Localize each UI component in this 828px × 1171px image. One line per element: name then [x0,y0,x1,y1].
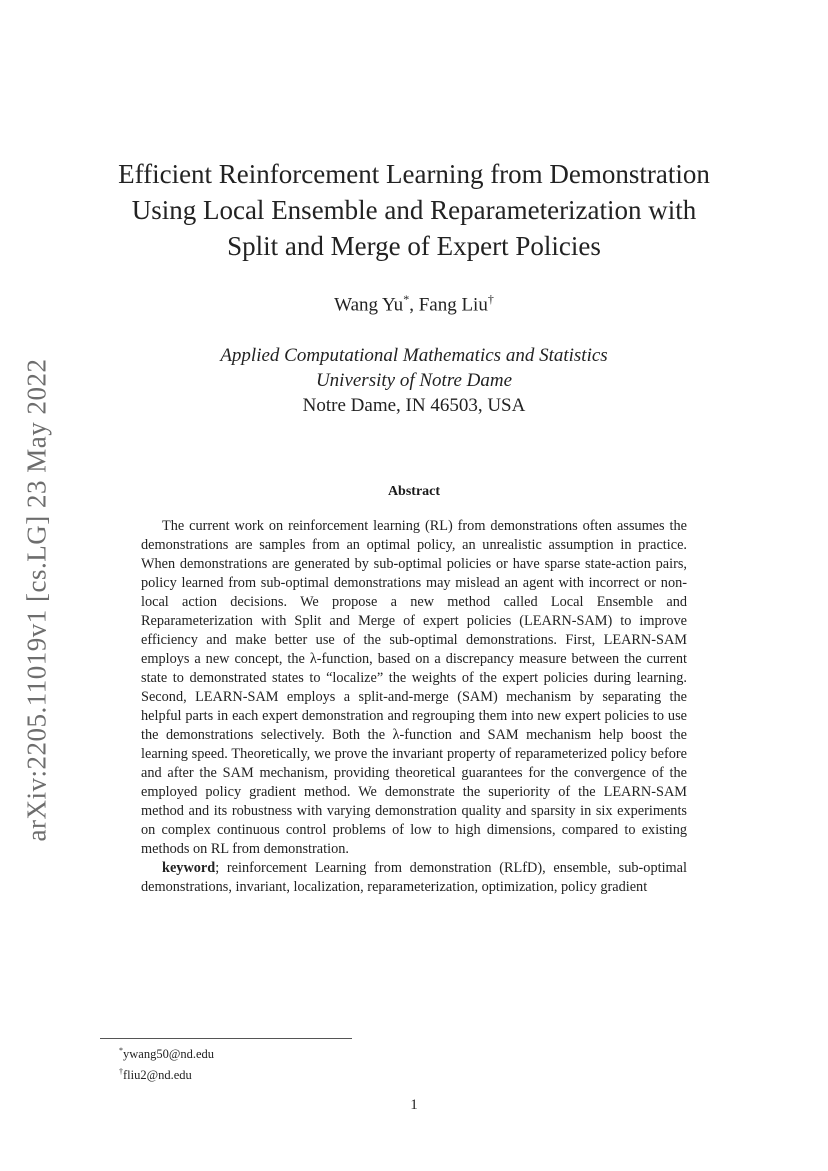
affiliation-address: Notre Dame, IN 46503, USA [302,395,526,416]
author-list [80,292,748,316]
paper-title [80,156,748,264]
affiliation-university: University of Notre Dame [315,370,513,391]
keyword-list: ; reinforcement Learning from demonstration (RLfD), ensemble, sub-optimal demonstrations, invariant, localization, reparameterization, optimization, policy gradient [141,860,687,895]
footnote-mark: † [487,292,494,306]
author-name: Fang Liu [418,294,488,316]
title-line: Efficient Reinforcement Learning from Demonstration [118,159,710,189]
arxiv-identifier-stamp: arXiv:2205.11019v1 [cs.LG] 23 May 2022 [21,358,52,842]
footnote-email: ywang50@nd.edu [123,1047,215,1062]
keywords-paragraph [141,859,687,897]
author-separator: , [409,294,419,316]
title-line: Split and Merge of Expert Policies [227,231,601,261]
footnote-mark: * [119,1046,123,1055]
abstract-text: The current work on reinforcement learning (RL) from demonstrations often assumes the demonstrations are samples from an optimal policy, an unrealistic assumption in practice. When demonstrations are generated by sub-optimal policies or have sparse state-action pairs, policy learned from sub-optimal demonstrations may mislead an agent with incorrect or non-local action decisions. We propose a new method called Local Ensemble and Reparameterization with Split and Merge of expert policies (LEARN-SAM) to improve efficiency and make better use of the sub-optimal demonstrations. First, LEARN-SAM employs a new concept, the λ-function, based on a discrepancy measure between the current state to demonstrated states to “localize” the weights of the expert policies during learning. Second, LEARN-SAM employs a split-and-merge (SAM) mechanism by separating the helpful parts in each expert demonstration and regrouping them into new expert policies to use the demonstrations selectively. Both the λ-function and SAM mechanism help boost the learning speed. Theoretically, we prove the invariant property of reparameterized policy before and after the SAM mechanism, providing theoretical guarantees for the convergence of the employed policy gradient method. We demonstrate the superiority of the LEARN-SAM method and its robustness with varying demonstration quality and sparsity in six experiments on complex continuous control problems of low to high dimensions, compared to existing methods on RL from demonstration. [141,518,687,857]
footnote-divider [100,1038,352,1039]
affiliation-department: Applied Computational Mathematics and Statistics [220,345,608,366]
affiliation-block [80,343,748,418]
title-line: Using Local Ensemble and Reparameterization with [131,195,697,225]
footnote-mark: † [119,1067,123,1077]
footnote-item [119,1042,214,1063]
abstract-heading: Abstract [387,484,441,499]
footnote-item [119,1063,214,1084]
author-name: Wang Yu [334,294,404,316]
page-number: 1 [410,1097,418,1113]
footnote-email: fliu2@nd.edu [123,1068,192,1083]
footnotes [119,1042,214,1084]
footnote-mark: * [403,292,410,306]
abstract-section [141,517,687,897]
keyword-label: keyword [162,860,216,876]
